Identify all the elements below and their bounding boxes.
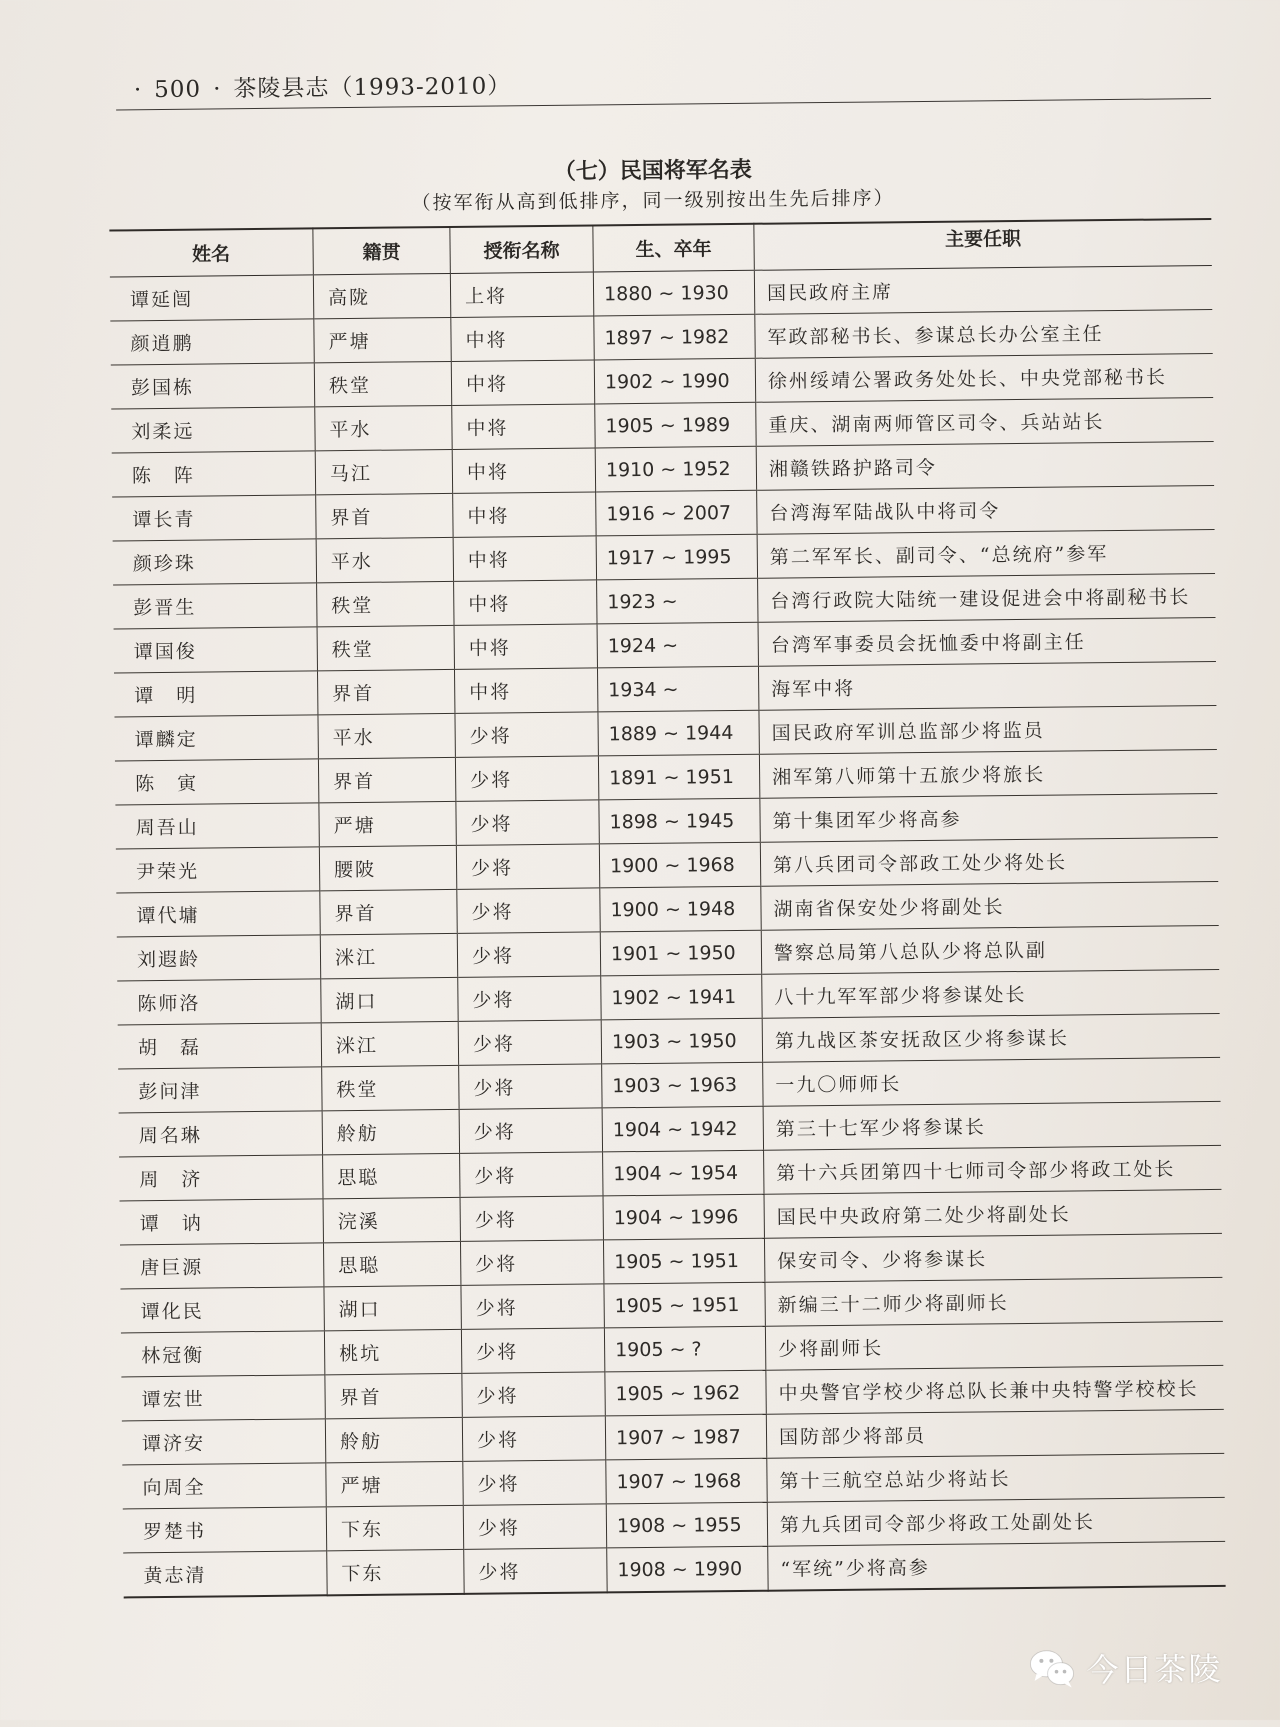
cell-name: 谭宏世: [121, 1375, 325, 1421]
cell-name: 谭 讷: [120, 1199, 324, 1245]
cell-rank: 中将: [452, 404, 595, 449]
cell-post: 保安司令、少将参谋长: [764, 1233, 1222, 1282]
cell-years: 1916 ~ 2007: [596, 490, 757, 536]
cell-years: 1903 ~ 1950: [601, 1018, 762, 1064]
cell-post: 台湾军事委员会抚恤委中将副主任: [758, 617, 1216, 666]
cell-origin: 下东: [327, 1549, 464, 1595]
cell-name: 谭延闿: [110, 275, 314, 321]
cell-years: 1902 ~ 1990: [594, 358, 755, 404]
cell-rank: 中将: [453, 536, 596, 581]
cell-rank: 少将: [460, 1240, 603, 1285]
cell-years: 1901 ~ 1950: [600, 930, 761, 976]
cell-origin: 界首: [320, 889, 457, 934]
cell-rank: 中将: [454, 580, 597, 625]
page-number: 500: [154, 76, 202, 104]
cell-origin: 秩堂: [314, 361, 451, 406]
cell-years: 1924 ~: [597, 622, 758, 668]
cell-years: 1905 ~ 1951: [604, 1282, 765, 1328]
cell-name: 彭晋生: [113, 583, 317, 629]
cell-name: 谭国俊: [114, 627, 318, 673]
cell-rank: 少将: [464, 1548, 607, 1594]
cell-rank: 少将: [463, 1504, 606, 1549]
cell-rank: 少将: [460, 1152, 603, 1197]
cell-rank: 中将: [451, 316, 594, 361]
cell-years: 1891 ~ 1951: [598, 754, 759, 800]
cell-name: 谭麟定: [114, 715, 318, 761]
cell-origin: 舲舫: [322, 1109, 459, 1154]
cell-origin: 平水: [315, 405, 452, 450]
cell-origin: 严塘: [326, 1461, 463, 1506]
cell-rank: 少将: [463, 1460, 606, 1505]
cell-name: 陈 寅: [115, 759, 319, 805]
cell-years: 1904 ~ 1954: [603, 1150, 764, 1196]
cell-name: 唐巨源: [120, 1243, 324, 1289]
cell-rank: 少将: [457, 888, 600, 933]
cell-name: 彭问津: [118, 1067, 322, 1113]
cell-origin: 思聪: [323, 1153, 460, 1198]
cell-post: 少将副师长: [765, 1321, 1223, 1370]
cell-rank: 少将: [456, 844, 599, 889]
cell-origin: 秩堂: [322, 1065, 459, 1110]
cell-rank: 少将: [459, 1108, 602, 1153]
cell-origin: 平水: [316, 537, 453, 582]
cell-years: 1908 ~ 1955: [606, 1502, 767, 1548]
cell-years: 1880 ~ 1930: [593, 270, 754, 316]
cell-origin: 严塘: [319, 801, 456, 846]
cell-rank: 中将: [452, 448, 595, 493]
cell-origin: 界首: [325, 1373, 462, 1418]
cell-post: 国民政府主席: [754, 265, 1212, 314]
cell-name: 尹荣光: [116, 847, 320, 893]
cell-origin: 腰陂: [319, 845, 456, 890]
column-header-post: 主要任职: [754, 219, 1212, 270]
cell-post: 八十九军军部少将参谋处长: [762, 969, 1220, 1018]
cell-rank: 少将: [459, 1064, 602, 1109]
cell-post: 湖南省保安处少将副处长: [761, 881, 1219, 930]
cell-post: 第二军军长、副司令、“总统府”参军: [757, 529, 1215, 578]
cell-post: 第十六兵团第四十七师司令部少将政工处长: [764, 1145, 1222, 1194]
cell-name: 刘柔远: [111, 407, 315, 453]
running-head: [122, 67, 512, 104]
cell-years: 1910 ~ 1952: [595, 446, 756, 492]
cell-post: 第八兵团司令部政工处少将处长: [760, 837, 1218, 886]
cell-rank: 中将: [451, 360, 594, 405]
cell-years: 1907 ~ 1987: [605, 1414, 766, 1460]
cell-post: 第十集团军少将高参: [760, 793, 1218, 842]
cell-post: 第三十七军少将参谋长: [763, 1101, 1221, 1150]
cell-years: 1905 ~ 1989: [595, 402, 756, 448]
cell-origin: 舲舫: [325, 1417, 462, 1462]
cell-post: 军政部秘书长、参谋总长办公室主任: [755, 309, 1213, 358]
cell-rank: 少将: [462, 1416, 605, 1461]
cell-post: 国防部少将部员: [766, 1409, 1224, 1458]
cell-name: 黄志清: [123, 1551, 327, 1598]
cell-post: 警察总局第八总队少将总队副: [761, 925, 1219, 974]
cell-post: 第九战区茶安抚敌区少将参谋长: [762, 1013, 1220, 1062]
cell-post: 新编三十二师少将副师长: [765, 1277, 1223, 1326]
cell-post: 海军中将: [758, 661, 1216, 710]
column-header-years: 生、卒年: [593, 224, 754, 272]
cell-years: 1903 ~ 1963: [602, 1062, 763, 1108]
cell-rank: 少将: [458, 976, 601, 1021]
cell-rank: 少将: [461, 1284, 604, 1329]
cell-origin: 界首: [318, 669, 455, 714]
cell-rank: 中将: [454, 624, 597, 669]
cell-origin: 下东: [326, 1505, 463, 1550]
cell-post: 一九〇师师长: [763, 1057, 1221, 1106]
cell-post: 第十三航空总站少将站长: [767, 1453, 1225, 1502]
bullet: ·: [133, 77, 143, 104]
cell-rank: 少将: [460, 1196, 603, 1241]
table-subtitle: （按军衔从高到低排序，同一级别按出生先后排序）: [411, 187, 895, 215]
cell-years: 1917 ~ 1995: [596, 534, 757, 580]
cell-origin: 秩堂: [317, 625, 454, 670]
cell-years: 1904 ~ 1942: [602, 1106, 763, 1152]
cell-years: 1902 ~ 1941: [601, 974, 762, 1020]
cell-name: 谭 明: [114, 671, 318, 717]
cell-origin: 秩堂: [317, 581, 454, 626]
cell-name: 陈师洛: [117, 979, 321, 1025]
cell-years: 1898 ~ 1945: [599, 798, 760, 844]
cell-name: 周名琳: [119, 1111, 323, 1157]
cell-years: 1904 ~ 1996: [603, 1194, 764, 1240]
cell-origin: 思聪: [323, 1241, 460, 1286]
watermark-text: 今日茶陵: [1086, 1649, 1223, 1690]
cell-name: 林冠衡: [121, 1331, 325, 1377]
cell-origin: 马江: [315, 449, 452, 494]
cell-origin: 湖口: [321, 977, 458, 1022]
cell-post: 湘赣铁路护路司令: [756, 441, 1214, 490]
cell-years: 1908 ~ 1990: [607, 1546, 768, 1592]
cell-origin: 桃坑: [324, 1329, 461, 1374]
cell-name: 陈 阵: [112, 451, 316, 497]
cell-origin: 高陇: [313, 273, 450, 318]
cell-rank: 中将: [454, 668, 597, 713]
cell-years: 1934 ~: [597, 666, 758, 712]
cell-rank: 上将: [450, 272, 593, 317]
cell-rank: 少将: [462, 1372, 605, 1417]
cell-name: 胡 磊: [118, 1023, 322, 1069]
cell-years: 1907 ~ 1968: [606, 1458, 767, 1504]
cell-rank: 少将: [455, 712, 598, 757]
cell-years: 1905 ~ 1951: [603, 1238, 764, 1284]
column-header-origin: 籍贯: [313, 227, 450, 275]
cell-years: 1905 ~ ?: [604, 1326, 765, 1372]
cell-rank: 少将: [455, 756, 598, 801]
cell-name: 周 济: [119, 1155, 323, 1201]
cell-years: 1900 ~ 1948: [600, 886, 761, 932]
cell-rank: 少将: [457, 932, 600, 977]
generals-table: [109, 218, 1225, 1598]
cell-years: 1900 ~ 1968: [599, 842, 760, 888]
cell-name: 彭国栋: [111, 363, 315, 409]
cell-name: 谭化民: [120, 1287, 324, 1333]
cell-name: 谭代墉: [116, 891, 320, 937]
cell-name: 谭济安: [122, 1419, 326, 1465]
book-title: 茶陵县志（1993-2010）: [233, 73, 512, 103]
bullet: ·: [212, 76, 222, 103]
cell-origin: 湖口: [324, 1285, 461, 1330]
column-header-name: 姓名: [109, 228, 313, 277]
cell-origin: 洣江: [321, 1021, 458, 1066]
cell-post: 湘军第八师第十五旅少将旅长: [759, 749, 1217, 798]
table-title: （七）民国将军名表: [553, 157, 752, 185]
cell-origin: 平水: [318, 713, 455, 758]
wechat-icon: [1028, 1648, 1076, 1689]
cell-rank: 少将: [458, 1020, 601, 1065]
cell-name: 向周全: [122, 1463, 326, 1509]
cell-post: “军统”少将高参: [768, 1541, 1226, 1590]
cell-post: 台湾行政院大陆统一建设促进会中将副秘书长: [758, 573, 1216, 622]
cell-origin: 界首: [318, 757, 455, 802]
watermark: [1028, 1644, 1222, 1692]
cell-origin: 浣溪: [323, 1197, 460, 1242]
cell-origin: 界首: [316, 493, 453, 538]
cell-name: 罗楚书: [123, 1507, 327, 1553]
cell-name: 颜逍鹏: [110, 319, 314, 365]
cell-origin: 洣江: [320, 933, 457, 978]
cell-post: 国民中央政府第二处少将副处长: [764, 1189, 1222, 1238]
cell-rank: 少将: [456, 800, 599, 845]
cell-name: 谭长青: [112, 495, 316, 541]
cell-rank: 中将: [453, 492, 596, 537]
cell-post: 中央警官学校少将总队长兼中央特警学校校长: [766, 1365, 1224, 1414]
table-body: [110, 265, 1226, 1597]
cell-name: 刘遐龄: [117, 935, 321, 981]
cell-post: 国民政府军训总监部少将监员: [759, 705, 1217, 754]
cell-post: 重庆、湖南两师管区司令、兵站站长: [756, 397, 1214, 446]
cell-years: 1905 ~ 1962: [605, 1370, 766, 1416]
cell-rank: 少将: [461, 1328, 604, 1373]
column-header-rank: 授衔名称: [450, 225, 593, 273]
cell-years: 1923 ~: [597, 578, 758, 624]
cell-origin: 严塘: [314, 317, 451, 362]
cell-years: 1889 ~ 1944: [598, 710, 759, 756]
cell-post: 台湾海军陆战队中将司令: [757, 485, 1215, 534]
cell-post: 徐州绥靖公署政务处处长、中央党部秘书长: [755, 353, 1213, 402]
cell-name: 颜珍珠: [113, 539, 317, 585]
cell-post: 第九兵团司令部少将政工处副处长: [767, 1497, 1225, 1546]
cell-years: 1897 ~ 1982: [594, 314, 755, 360]
cell-name: 周吾山: [115, 803, 319, 849]
